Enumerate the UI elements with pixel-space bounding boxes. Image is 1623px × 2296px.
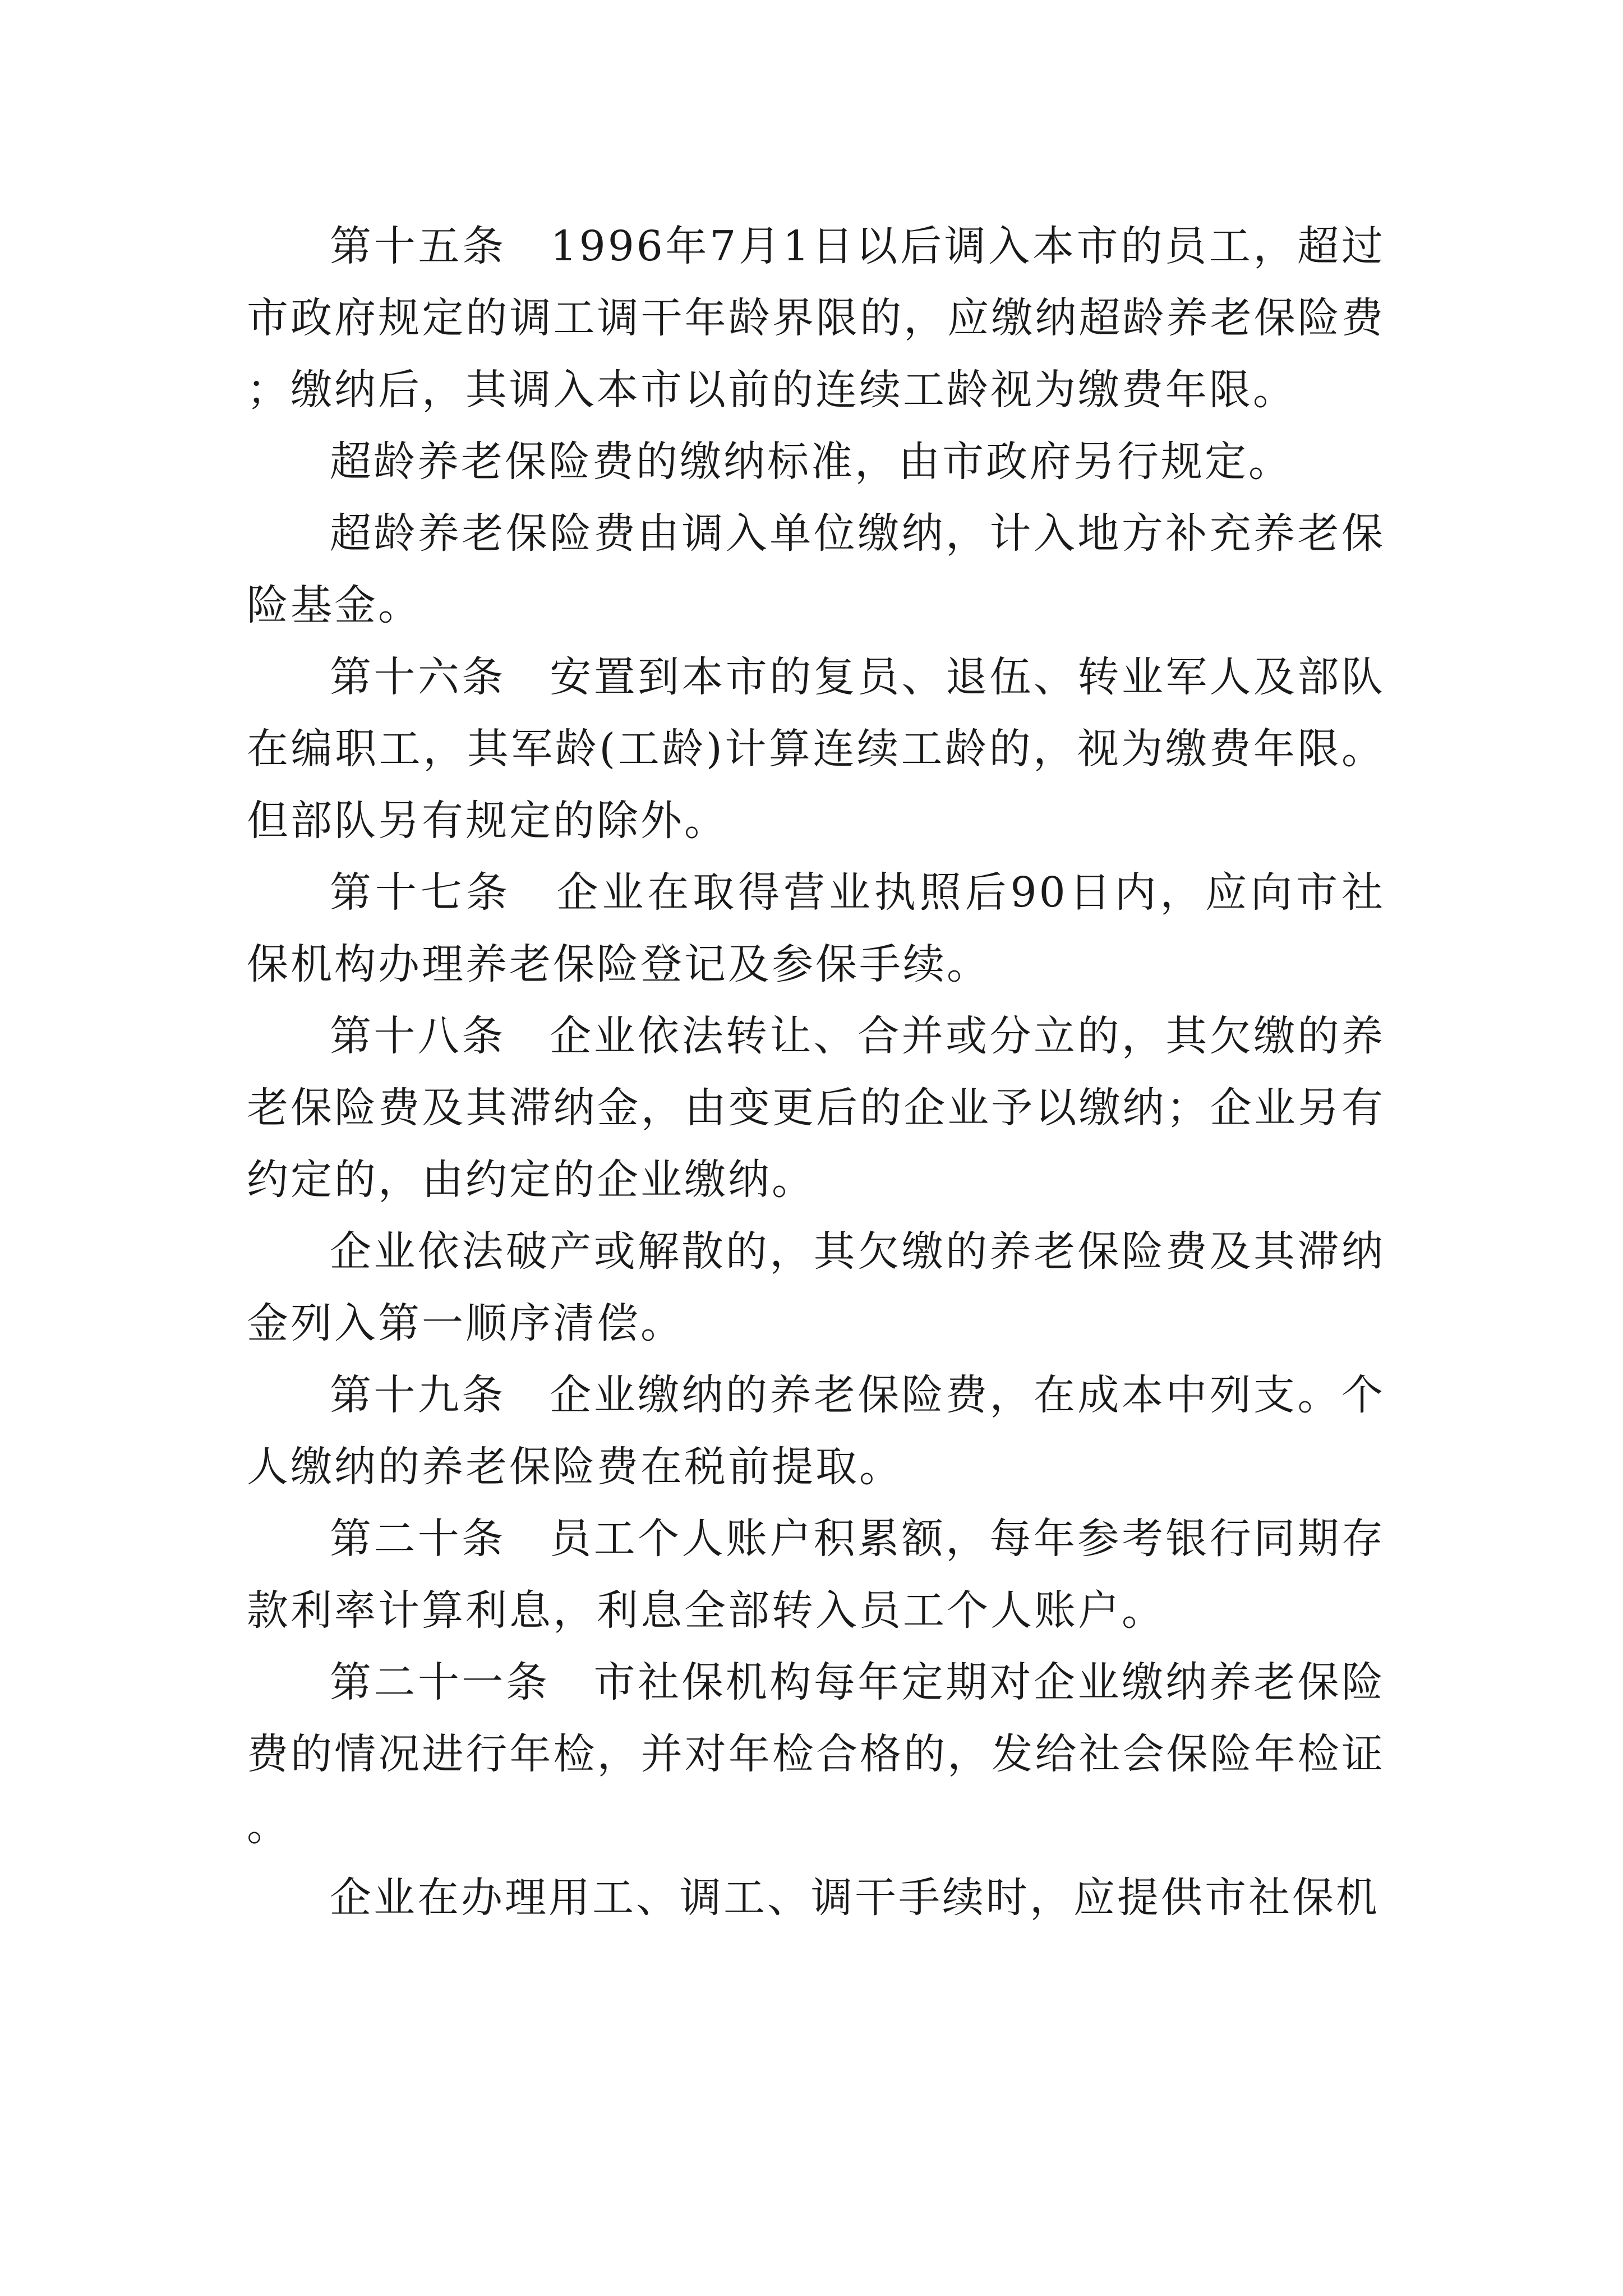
paragraph-article-17: 第十七条 企业在取得营业执照后90日内，应向市社保机构办理养老保险登记及参保手续。 bbox=[247, 868, 1385, 988]
paragraph-overage-standard: 超龄养老保险费的缴纳标准，由市政府另行规定。 bbox=[330, 438, 1292, 486]
paragraph-employment-procedures: 企业在办理用工、调工、调干手续时，应提供市社保机 bbox=[330, 1874, 1380, 1922]
paragraph-overage-payment: 超龄养老保险费由调入单位缴纳，计入地方补充养老保险基金。 bbox=[247, 509, 1385, 629]
document-body bbox=[247, 210, 1385, 1934]
paragraph-article-21: 第二十一条 市社保机构每年定期对企业缴纳养老保险费的情况进行年检，并对年检合格的，发给社会保险年检证。 bbox=[247, 1658, 1385, 1850]
paragraph-article-19: 第十九条 企业缴纳的养老保险费，在成本中列支。个人缴纳的养老保险费在税前提取。 bbox=[247, 1371, 1385, 1491]
paragraph-article-20: 第二十条 员工个人账户积累额，每年参考银行同期存款利率计算利息，利息全部转入员工个人账户。 bbox=[247, 1515, 1385, 1635]
paragraph-bankruptcy: 企业依法破产或解散的，其欠缴的养老保险费及其滞纳金列入第一顺序清偿。 bbox=[247, 1227, 1385, 1347]
paragraph-article-15: 第十五条 1996年7月1日以后调入本市的员工，超过市政府规定的调工调干年龄界限的，应缴纳超龄养老保险费；缴纳后，其调入本市以前的连续工龄视为缴费年限。 bbox=[247, 222, 1385, 414]
paragraph-article-16: 第十六条 安置到本市的复员、退伍、转业军人及部队在编职工，其军龄(工龄)计算连续工龄的，视为缴费年限。但部队另有规定的除外。 bbox=[247, 653, 1385, 845]
paragraph-article-18: 第十八条 企业依法转让、合并或分立的，其欠缴的养老保险费及其滞纳金，由变更后的企业予以缴纳；企业另有约定的，由约定的企业缴纳。 bbox=[247, 1012, 1385, 1204]
